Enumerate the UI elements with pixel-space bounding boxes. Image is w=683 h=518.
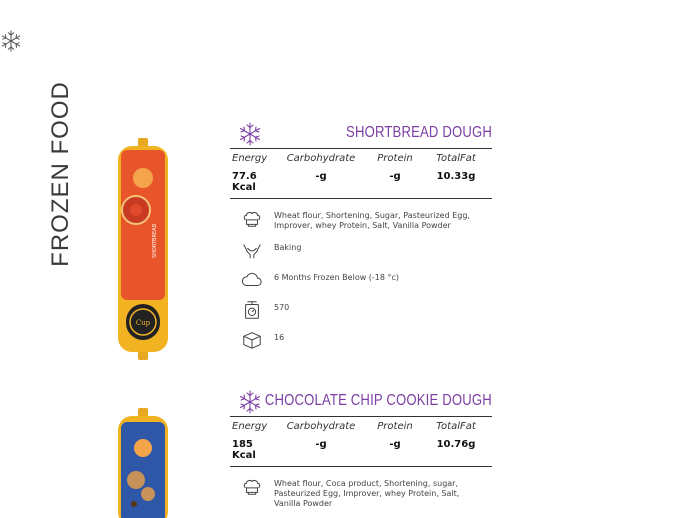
nutrition-value: 77.6 Kcal: [232, 171, 257, 193]
product-title: SHORTBREAD DOUGH: [346, 124, 492, 141]
page-title: FROZEN FOOD: [47, 81, 74, 267]
snowflake-icon: [238, 390, 262, 414]
nutrition-header: Energy: [232, 421, 268, 432]
nutrition-header-row: [230, 417, 492, 435]
pack-text: 16: [274, 333, 285, 342]
storage-text: 6 Months Frozen Below (-18 °c): [274, 273, 400, 282]
nutrition-value: 10.33g: [436, 171, 476, 182]
nutrition-value: -g: [389, 439, 401, 450]
ingredients-text: Wheat flour, Coca product, Shortening, sugar, Pasteurized Egg, Improver, whey Protein, Salt, Vanilla Powder: [274, 479, 460, 508]
ingredients-row: [230, 207, 492, 231]
product-card: [230, 122, 492, 351]
nutrition-value: 185 Kcal: [232, 439, 256, 461]
ingredients-row: [230, 475, 492, 509]
nutrition-value: -g: [315, 171, 327, 182]
scale-icon: [241, 299, 263, 321]
nutrition-header: Protein: [377, 153, 413, 164]
box-icon: [241, 329, 263, 351]
product-package-image: [112, 408, 174, 518]
nutrition-header: TotalFat: [436, 153, 476, 164]
hands-icon: [241, 239, 263, 261]
cloud-icon: [241, 269, 263, 291]
product-card: [230, 390, 492, 509]
nutrition-header: Energy: [232, 153, 268, 164]
nutrition-value: -g: [315, 439, 327, 450]
nutrition-header: Carbohydrate: [286, 421, 356, 432]
cooking-text: Baking: [274, 243, 302, 252]
svg-text:Cup: Cup: [135, 319, 151, 327]
svg-text:SHORTBREAD: SHORTBREAD: [152, 223, 158, 258]
nutrition-value-row: [230, 167, 492, 198]
pack-row: [230, 329, 492, 351]
weight-row: [230, 299, 492, 321]
chef-icon: [241, 207, 263, 229]
chef-icon: [241, 475, 263, 497]
nutrition-header-row: [230, 149, 492, 167]
nutrition-value: 10.76g: [436, 439, 476, 450]
nutrition-header: TotalFat: [436, 421, 476, 432]
storage-row: [230, 269, 492, 291]
nutrition-header: Protein: [377, 421, 413, 432]
product-title: CHOCOLATE CHIP COOKIE DOUGH: [264, 392, 492, 409]
nutrition-value: -g: [389, 171, 401, 182]
ingredients-text: Wheat flour, Shortening, Sugar, Pasteurized Egg, Improver, whey Protein, Salt, Vanilla Powder: [274, 211, 470, 230]
nutrition-header: Carbohydrate: [286, 153, 356, 164]
product-package-image: [112, 138, 174, 360]
cooking-row: [230, 239, 492, 261]
nutrition-value-row: [230, 435, 492, 466]
snowflake-icon: [238, 122, 262, 146]
weight-text: 570: [274, 303, 290, 312]
snowflake-icon: [0, 30, 22, 52]
